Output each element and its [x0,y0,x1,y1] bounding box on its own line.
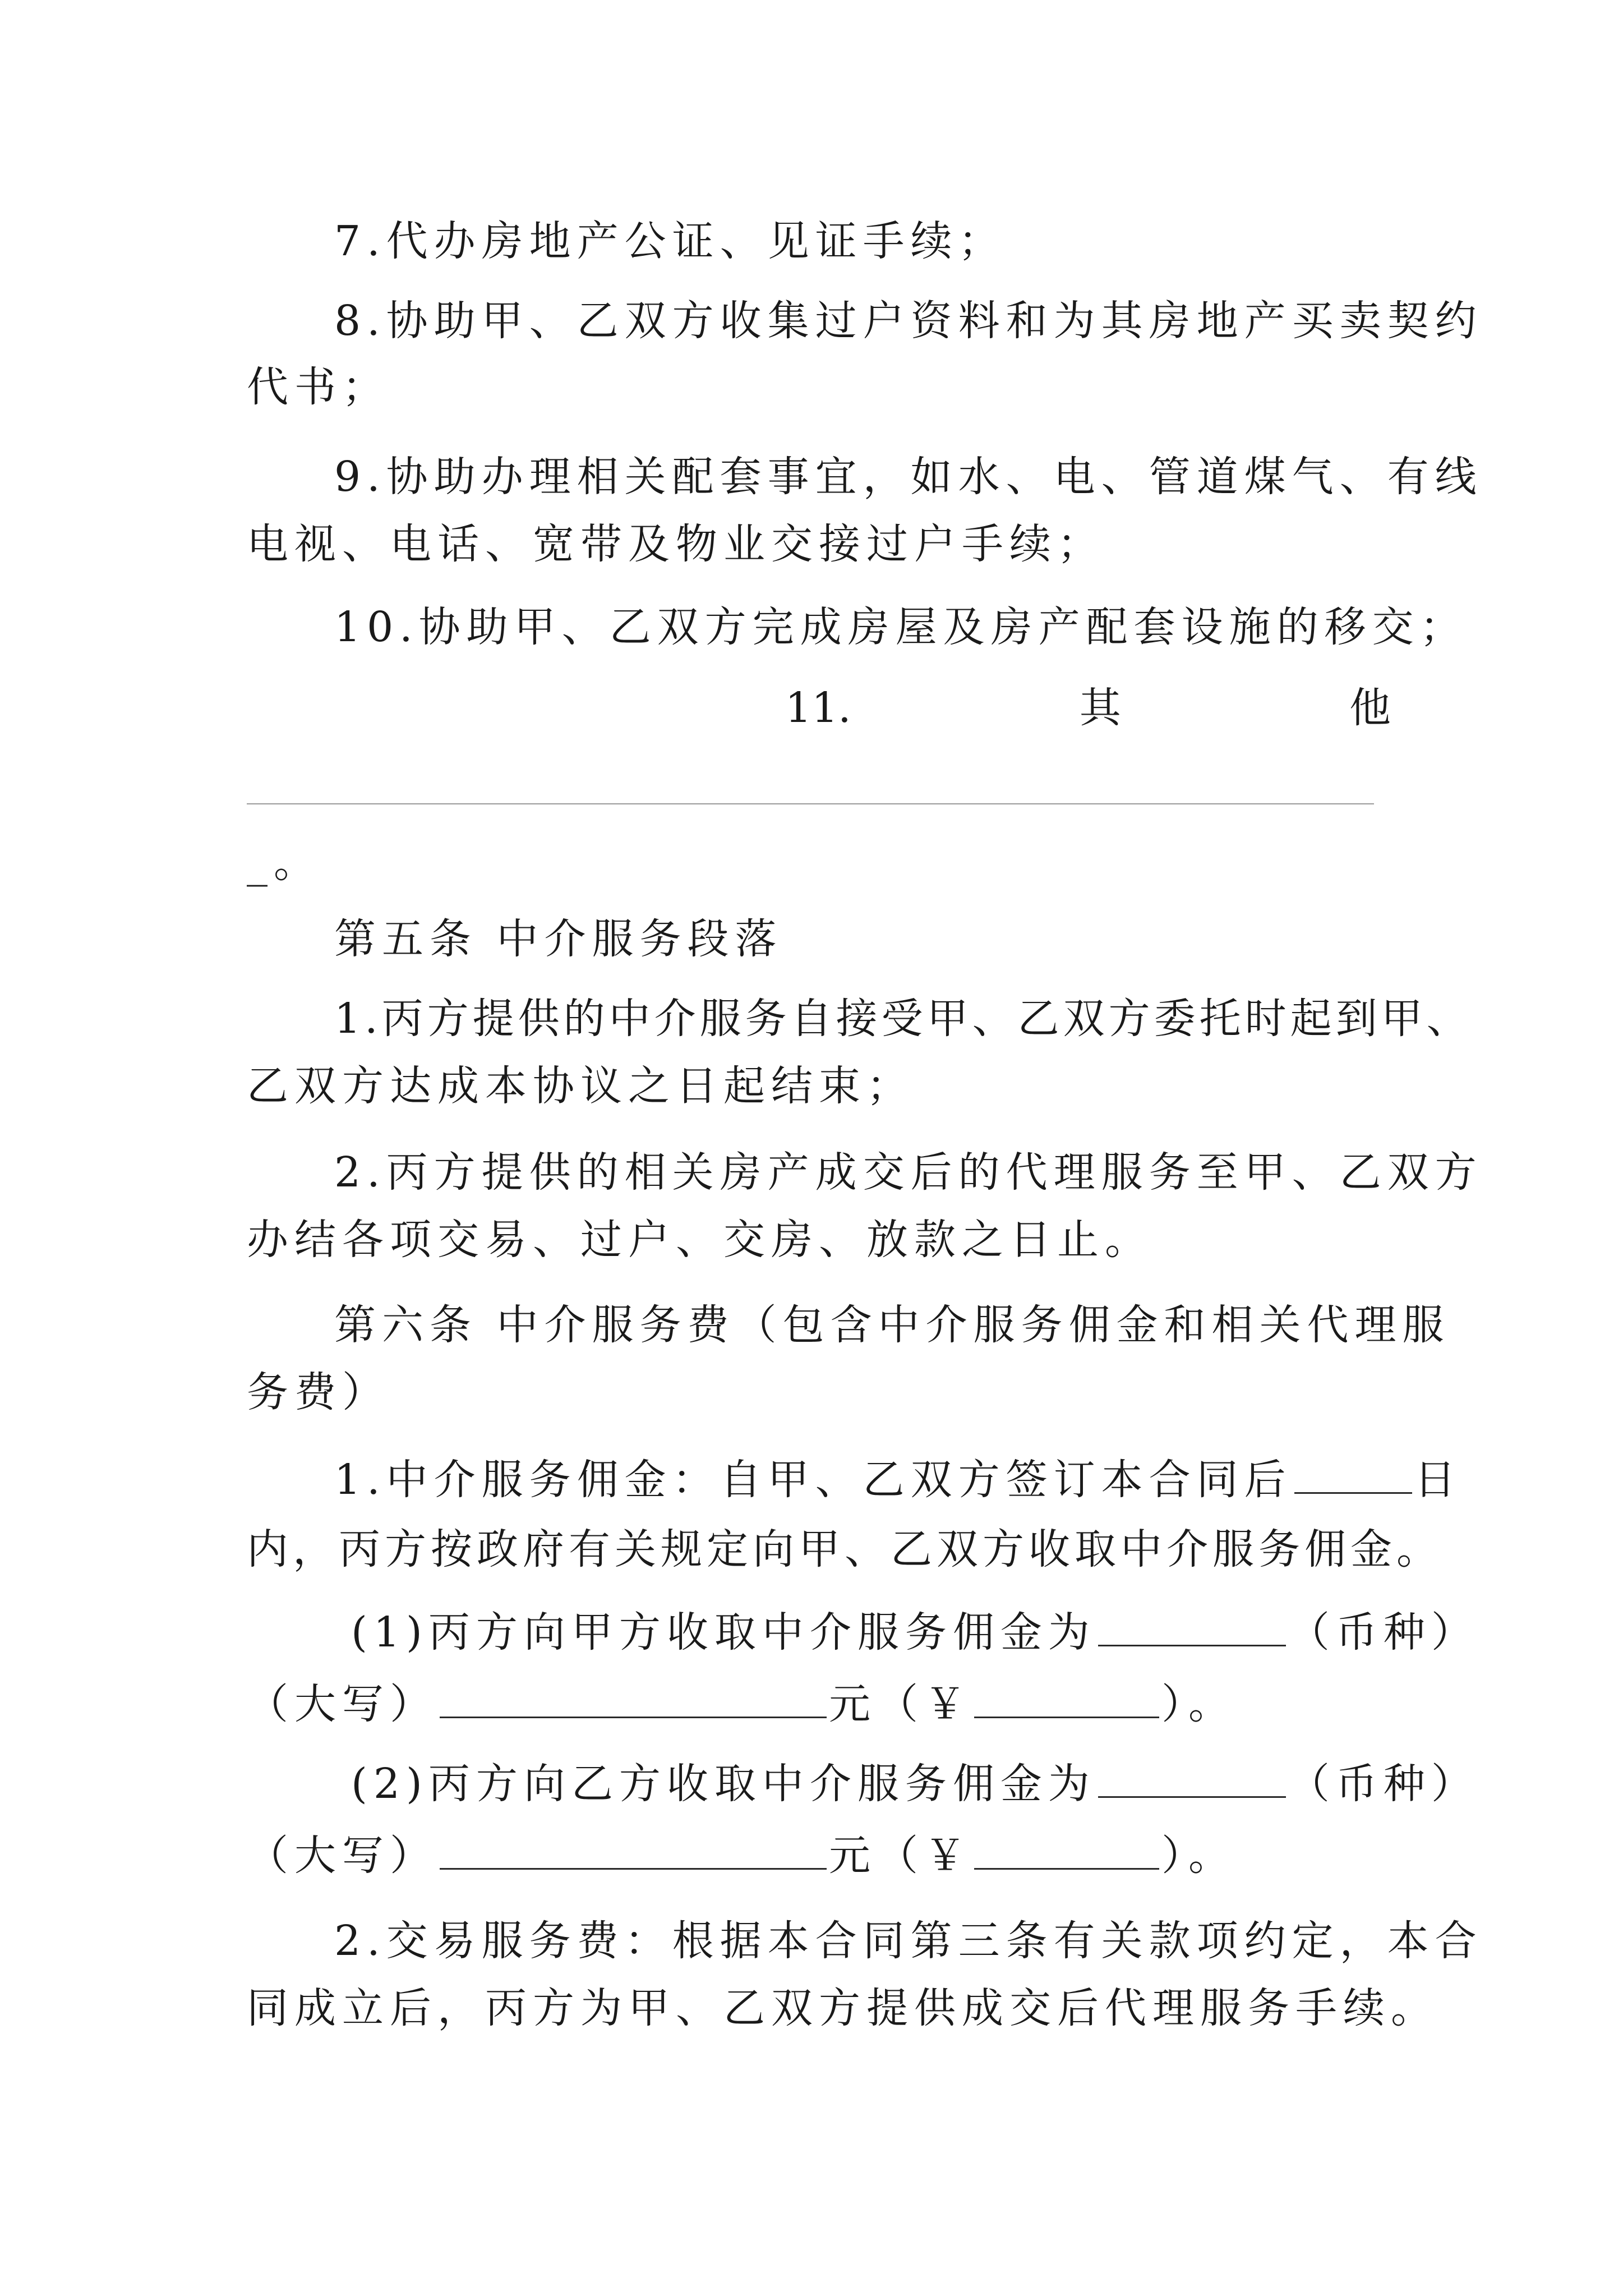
item-11-char-2: 他 [1349,684,1391,732]
fee-party-a-text: (1)丙方向甲方收取中介服务佣金为 [351,1608,1096,1657]
fee-a-capital-label: （大写） [247,1680,437,1728]
art6-item-1-cont [247,1521,1442,1577]
art6-item-2 [334,1913,1483,1969]
fee-a-amount-blank[interactable] [974,1682,1159,1718]
fill-in-rule [247,803,1374,804]
article-6-heading [334,1297,1450,1353]
item-7-text: 7.代办房地产公证、见证手续； [334,217,1006,265]
art5-item-1-cont [247,1058,914,1114]
item-7 [334,213,1006,269]
fee-a-currency-blank[interactable] [1098,1610,1286,1646]
item-11 [785,680,1391,736]
item-9-cont-text: 电视、电话、宽带及物业交接过户手续； [247,520,1105,568]
fee-party-b [351,1756,1479,1812]
art5-item-1-text: 1.丙方提供的中介服务自接受甲、乙双方委托时起到甲、 [334,995,1472,1043]
art6-item-1-text: 1.中介服务佣金：自甲、乙双方签订本合同后 [334,1456,1292,1504]
art5-item-2-text: 2.丙方提供的相关房产成交后的代理服务至甲、乙双方 [334,1148,1483,1197]
item-11-end [247,835,321,891]
fee-a-close: ）。 [1161,1680,1236,1728]
fee-party-a [351,1604,1479,1660]
art6-item-2-cont-text: 同成立后，丙方为甲、乙双方提供成交后代理服务手续。 [247,1984,1438,2032]
item-11-number: 11. [785,684,851,732]
article-5-heading-text: 第五条 中介服务段落 [334,915,783,963]
item-11-char-1: 其 [1079,684,1121,732]
item-11-end-text: _。 [247,839,321,887]
art5-item-2 [334,1144,1483,1200]
article-5-heading [334,911,783,967]
item-8-cont [247,359,390,415]
art5-item-2-cont [247,1212,1152,1268]
fee-b-capital-blank[interactable] [440,1833,827,1870]
fee-party-b-text: (2)丙方向乙方收取中介服务佣金为 [351,1760,1096,1808]
item-9 [334,449,1483,505]
fee-a-yuan-label: 元（￥ [829,1680,972,1728]
article-6-heading-cont [247,1364,390,1420]
fee-b-amount-blank[interactable] [974,1833,1159,1870]
fee-party-a-currency: （币种） [1288,1608,1479,1657]
art6-item-1 [334,1452,1462,1508]
fee-party-b-currency: （币种） [1288,1760,1479,1808]
fee-b-currency-blank[interactable] [1098,1761,1286,1798]
item-10-text: 10.协助甲、乙双方完成房屋及房产配套设施的移交； [334,603,1468,651]
art5-item-2-cont-text: 办结各项交易、过户、交房、放款之日止。 [247,1216,1152,1264]
item-8-cont-text: 代书； [247,363,390,411]
fee-party-b-amount [247,1828,1236,1884]
art6-item-2-cont [247,1980,1438,2036]
fee-b-close: ）。 [1161,1832,1236,1880]
fee-party-a-amount [247,1676,1236,1732]
fee-b-capital-label: （大写） [247,1832,437,1880]
days-blank[interactable] [1294,1457,1412,1494]
item-10 [334,599,1468,655]
art5-item-1-cont-text: 乙双方达成本协议之日起结束； [247,1062,914,1110]
art5-item-1 [334,991,1472,1047]
fee-b-yuan-label: 元（￥ [829,1832,972,1880]
fee-a-capital-blank[interactable] [440,1682,827,1718]
article-6-heading-cont-text: 务费） [247,1368,390,1416]
item-8 [334,293,1483,349]
art6-item-1-day: 日 [1414,1456,1462,1504]
item-8-text: 8.协助甲、乙双方收集过户资料和为其房地产买卖契约 [334,297,1483,345]
article-6-heading-text: 第六条 中介服务费（包含中介服务佣金和相关代理服 [334,1301,1450,1349]
item-9-text: 9.协助办理相关配套事宜，如水、电、管道煤气、有线 [334,453,1483,501]
art6-item-1-cont-text: 内，丙方按政府有关规定向甲、乙双方收取中介服务佣金。 [247,1525,1442,1573]
item-9-cont [247,516,1105,572]
art6-item-2-text: 2.交易服务费：根据本合同第三条有关款项约定，本合 [334,1917,1483,1965]
